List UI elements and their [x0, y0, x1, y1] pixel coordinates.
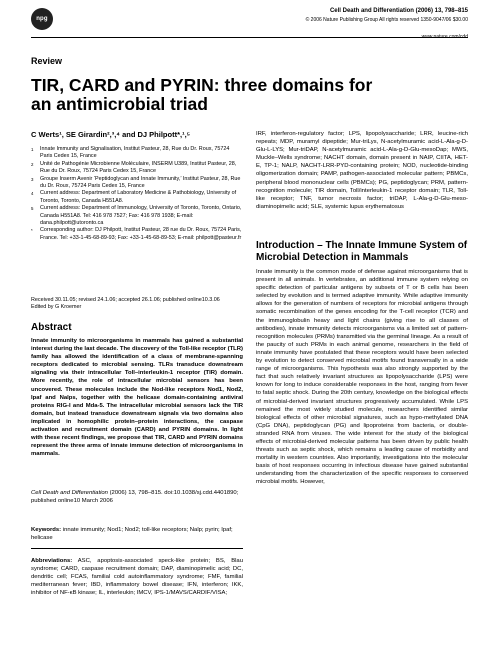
section-divider	[31, 548, 243, 549]
received-dates	[31, 297, 243, 312]
affiliation	[31, 146, 243, 161]
intro-body: Innate immunity is the common mode of defense against microorganisms that is present in all animals. In vertebrates, an additional immune system relying on specific detection of particular antigens by subsets of T or B cells has been selected by evolution and is termed adaptive immunity. While adaptive immunity allows for the generation of numbers of receptors for microbial antigens through somatic recombination of the genes encoding for the T-cell receptor (TCR) and the immunoglobulin heavy and light chains (giving rise to all classes of antibodies), innate immunity detects microorganisms via a limited set of pattern-recognition molecules (PRMs) transmitted via the germinal lineage. As a result of the paucity of such PRMs in each animal genome, researchers in the field of innate immunity have postulated that these receptors would have been selected by evolution to detect conserved microbial motifs found transversally in a wide range of microorganisms. This hypothesis was also strongly supported by the fact that such relatively invariant structures as lipopolysaccharide (LPS) were known for long to induce considerable responses in the host, ranging from fever to fatal septic shock. During the 20th century, knowledge on the biological effects of microbial-derived invariant structures progressively accumulated. While LPS remained the most widely studied molecule, researchers identified similar biological effects of other microbial signatures, such as hypo-methylated DNA (CpG DNA), peptidoglycan (PG) and lipoproteins from bacteria, or double-stranded RNA from viruses. The wide interest for the study of the biological effects of microbial-derived molecular patterns has been driven by public health threats such as septic shock, which remains a leading cause of morbidity and mortality in western countries. Also importantly, investigations into the molecular basis of host responses occurring in infectious disease have gained substantial understanding from the characterization of the specific responses to conserved microbial motifs. However,	[256, 269, 468, 486]
received-line: Received 30.11.05; revised 24.1.06; accepted 26.1.06; published online10.3.06	[31, 297, 220, 303]
affiliation-text: Innate Immunity and Signalisation, Institut Pasteur, 28, Rue du Dr. Roux, 75724 Paris Cedex 15, France	[40, 146, 230, 160]
affiliation-text: Current address: Department of Immunology, University of Toronto, Toronto, Ontario, Canada H551A8. Tel: 416 978 7527; Fax: 416 978 1938; E-mail: dana.philpott@utoronto.ca	[40, 205, 242, 227]
affiliation-text: Groupe Inserm Avenir ‘Peptidoglycan and Innate Immunity,’ Institut Pasteur, 28, Rue du Dr. Roux, 75724 Paris Cedex 15, France	[40, 175, 241, 190]
affiliation-text: Corresponding author: DJ Philpott, Institut Pasteur, 28 rue du Dr. Roux, 75724 Paris, France. Tel: +33-1-45-68-89-93; Fax: +33-1-45-68-89-53; E-mail: philpott@pasteur.fr	[40, 227, 242, 241]
affiliation	[31, 205, 243, 227]
citation-line	[31, 489, 243, 505]
page-header	[31, 8, 468, 44]
abstract-heading: Abstract	[31, 322, 72, 333]
affiliation-number: 5	[31, 206, 34, 212]
journal-url[interactable]: www.nature.com/cdd	[421, 34, 468, 40]
affiliation	[31, 176, 243, 191]
journal-citation: Cell Death and Differentiation (2006) 13, 798–815	[329, 8, 468, 14]
affiliation-number: 2	[31, 161, 34, 167]
affiliation	[31, 227, 243, 242]
citation-details[interactable]: (2006) 13, 798–815. doi:10.1038/sj.cdd.4401890; published online10 March 2006	[31, 490, 239, 505]
keywords-text: innate immunity; Nod1; Nod2; toll-like receptors; Nalp; pyrin; Ipaf; helicase	[31, 527, 233, 542]
copyright-line: © 2006 Nature Publishing Group All rights reserved 1350-9047/06 $30.00	[305, 17, 468, 23]
keywords	[31, 526, 243, 542]
keywords-label: Keywords:	[31, 527, 62, 533]
abbreviations-text-left: ASC, apoptosis-associated speck-like protein; BS, Blau syndrome; CARD, caspase recruitment domain; DAP, diaminopimelic acid; DC, dendritic cell; FCAS, familial cold autoinflammatory syndrome; FMF, familial mediterranean fever; IBD, inflammatory bowel disease; IFN, interferon; IKK, inhibitor of NF-κB kinase; IL, interleukin; IMCV, IPS-1/MAVS/CARDIF/VISA;	[31, 558, 243, 597]
header-rule	[31, 37, 468, 38]
abbreviations	[31, 557, 243, 597]
affiliation-number: 3	[31, 176, 34, 182]
intro-heading: Introduction – The Innate Immune System of Microbial Detection in Mammals	[256, 240, 468, 263]
author-list: C Werts¹, SE Girardin²,³,⁴ and DJ Philpott*,¹,⁵	[31, 130, 191, 139]
abbreviations-label: Abbreviations:	[31, 558, 73, 564]
affiliation-number: 1	[31, 147, 34, 152]
affiliation	[31, 161, 243, 176]
affiliation-text: Current address: Department of Laboratory Medicine & Pathobiology, University of Toronto, Toronto, Canada H551A8.	[40, 190, 237, 204]
abbreviations-continued: IRF, interferon-regulatory factor; LPS, lipopolysaccharide; LRR, leucine-rich repeats; MDP, muramyl dipeptide; Mur-triLys, N-acetylmuramic acid-L-Ala-g-D-Glu-L-LYS; Mur-triDAP, N-acetylmuramic acid-L-Ala-g-D-Glu-mesoDap; MWS, Muckle–Wells syndrome; NACHT domain, domain present in NAIP, CIITA, HET-E, TP-1; NALP, NACHT-LRR-PYD-containing protein; NOD, nucleotide-binding oligomerization domain; PAMP, pathogen-associated molecular pattern; PBMCs, peripheral blood mononuclear cells (PBMCs); PG, peptidoglycan; PRM, pattern-recognition molecule; TIR domain, Toll/interleukin-1 receptor domain; TLR, Toll-like receptor; TNF, tumor necrosis factor; triDAP, L-Ala-g-D-Glu-meso-diaminopimelic acid; SLE, systemic lupus erythematosus	[256, 131, 468, 210]
abstract-body: Innate immunity to microorganisms in mammals has gained a substantial interest during the last decade. The discovery of the Toll-like receptor (TLR) family has allowed the identification of a class of membrane-spanning receptors dedicated to microbial sensing. TLRs transduce downstream signaling via their intracellular Toll–interleukin-1 receptor (TIR) domain. More recently, the role of intracellular microbial sensors has been uncovered. These molecules include the Nod-like receptors Nod1, Nod2, Ipaf and Nalps, together with the helicase domain-containing antiviral proteins RIG-I and Mda-5. The intracellular microbial sensors lack the TIR domain, but instead transduce downstream signals via two domains also implicated in homophilic protein–protein interactions, the caspase activation and recruitment domain (CARD) and PYRIN domains. In light with these recent findings, we propose that TIR, CARD and PYRIN domains represent the three arms of innate immune detection of microorganisms in mammals.	[31, 338, 243, 458]
article-title: TIR, CARD and PYRIN: three domains for an antimicrobial triad	[31, 75, 373, 114]
edited-by: Edited by G Kroemer	[31, 304, 82, 311]
affiliation-number: *	[31, 228, 33, 234]
affiliations	[31, 146, 243, 242]
citation-journal: Cell Death and Differentiation	[31, 490, 108, 496]
publisher-logo: npg	[31, 8, 53, 30]
affiliation	[31, 190, 243, 205]
affiliation-number: 4	[31, 191, 34, 197]
section-label: Review	[31, 56, 63, 66]
affiliation-text: Unité de Pathogénie Microbienne Moléculaire, INSERM U389, Institut Pasteur, 28, Rue du Dr. Roux, 75724 Paris Cedex 15, France	[40, 160, 237, 175]
